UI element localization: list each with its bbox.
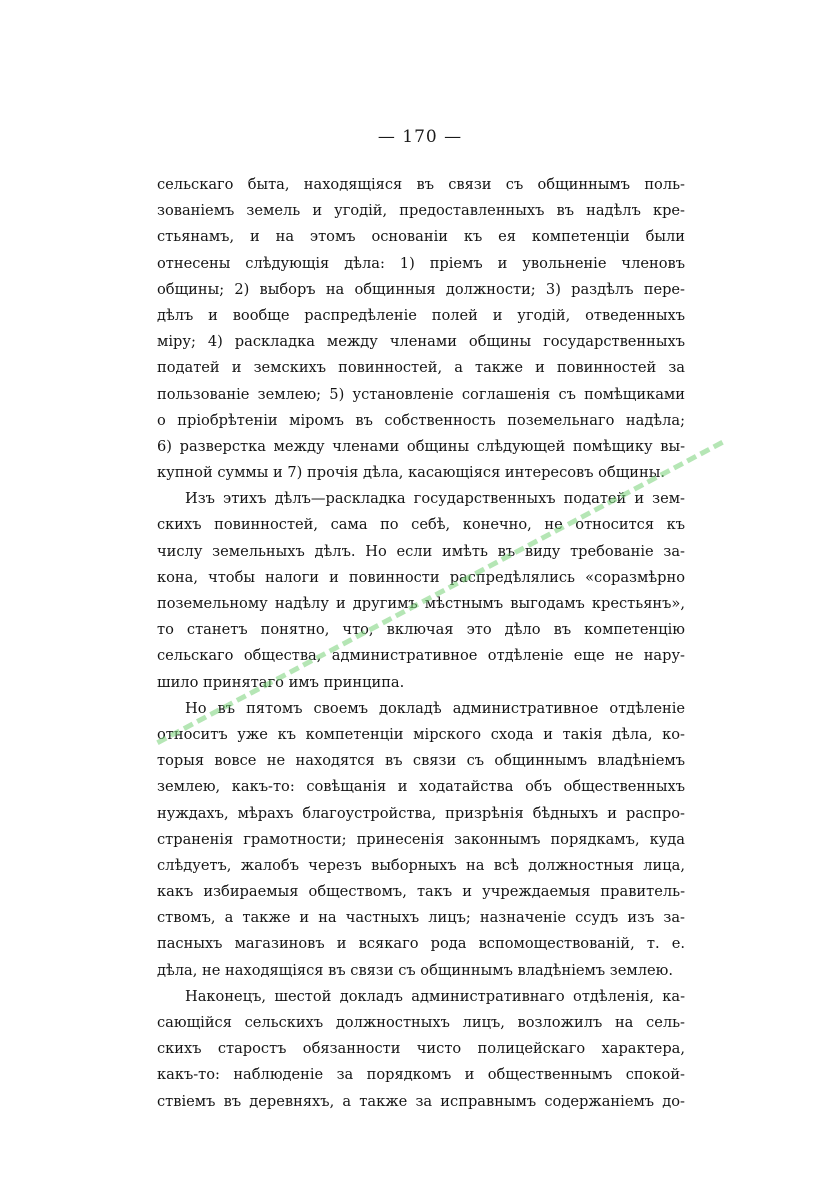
paragraph-start-line: Изъ этихъ дѣлъ—раскладка государственныхъ податей и зем- (185, 490, 685, 508)
paragraph-end-line: купной суммы и 7) прочія дѣла, касающіяся интересовъ общины. (157, 464, 666, 482)
text-line: поземельному надѣлу и другимъ мѣстнымъ выгодамъ крестьянъ», (157, 595, 685, 612)
text-line: относитъ уже къ компетенціи мірского схода и такія дѣла, ко- (157, 725, 685, 743)
paragraph-start-line: Но въ пятомъ своемъ докладѣ административное отдѣленіе (185, 699, 685, 717)
text-line: общины; 2) выборъ на общинныя должности; 3) раздѣлъ пере- (157, 280, 685, 298)
text-line: податей и земскихъ повинностей, а также и повинностей за (157, 359, 685, 377)
paragraph-end-line: дѣла, не находящіяся въ связи съ общиннымъ владѣніемъ землею. (157, 961, 673, 979)
text-line: пасныхъ магазиновъ и всякаго рода вспомоществованій, т. е. (157, 935, 685, 953)
text-line: стьянамъ, и на этомъ основаніи къ ея компетенціи были (157, 228, 685, 246)
paragraph-start-line: Наконецъ, шестой докладъ административнаго отдѣленія, ка- (185, 987, 685, 1005)
text-line: сельскаго общества, административное отдѣленіе еще не нару- (157, 647, 685, 665)
body-text (157, 172, 685, 1115)
paragraph-end-line: шило принятаго имъ принципа. (157, 673, 405, 691)
text-line: пользованіе землею; 5) установленіе соглашенія съ помѣщиками (157, 385, 685, 403)
text-line: какъ-то: наблюденіе за порядкомъ и общественнымъ спокой- (157, 1066, 685, 1084)
text-line: міру; 4) раскладка между членами общины государственныхъ (157, 333, 685, 351)
text-line: числу земельныхъ дѣлъ. Но если имѣть въ виду требованіе за- (157, 542, 685, 560)
text-line: сельскаго быта, находящіяся въ связи съ общиннымъ поль- (157, 176, 685, 193)
text-line: то станетъ понятно, что, включая это дѣло въ компетенцію (157, 621, 685, 639)
text-line: кона, чтобы налоги и повинности распредѣлялись «соразмѣрно (157, 568, 685, 586)
text-line: землею, какъ-то: совѣщанія и ходатайства объ общественныхъ (157, 778, 685, 796)
text-line: зованіемъ земель и угодій, предоставленныхъ въ надѣлъ кре- (157, 202, 685, 220)
text-line: скихъ повинностей, сама по себѣ, конечно, не относится къ (157, 516, 685, 534)
text-line: ствомъ, а также и на частныхъ лицъ; назначеніе ссудъ изъ за- (157, 909, 685, 927)
text-line: слѣдуетъ, жалобъ черезъ выборныхъ на всѣ должностныя лица, (157, 856, 685, 874)
page-number: — 170 — (377, 127, 463, 147)
text-line: нуждахъ, мѣрахъ благоустройства, призрѣнія бѣдныхъ и распро- (157, 804, 685, 822)
text-line: какъ избираемыя обществомъ, такъ и учреждаемыя правитель- (157, 883, 685, 901)
text-line: дѣлъ и вообще распредѣленіе полей и угодій, отведенныхъ (157, 306, 685, 324)
text-line: ствіемъ въ деревняхъ, а также за исправнымъ содержаніемъ до- (157, 1092, 685, 1110)
text-line: скихъ старостъ обязанности чисто полицейскаго характера, (157, 1040, 685, 1058)
text-line: сающійся сельскихъ должностныхъ лицъ, возложилъ на сель- (157, 1014, 685, 1031)
text-line: отнесены слѣдующія дѣла: 1) пріемъ и увольненіе членовъ (157, 254, 685, 272)
text-line: страненія грамотности; принесенія законнымъ порядкамъ, куда (157, 830, 685, 848)
text-line: 6) разверстка между членами общины слѣдующей помѣщику вы- (157, 437, 685, 455)
text-line: о пріобрѣтеніи міромъ въ собственность поземельнаго надѣла; (157, 411, 685, 429)
text-line: торыя вовсе не находятся въ связи съ общиннымъ владѣніемъ (157, 752, 685, 770)
